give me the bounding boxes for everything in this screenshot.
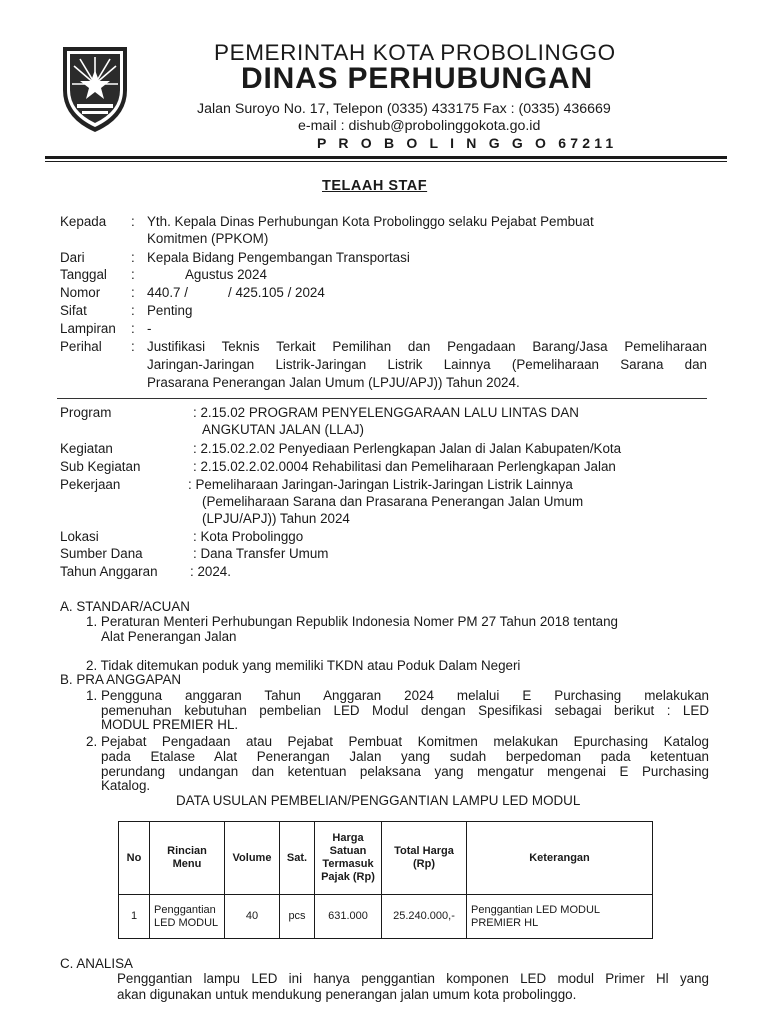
header-no: No bbox=[119, 822, 150, 895]
section-c-line1: Penggantian lampu LED ini hanya penggantian komponen LED modul Primer Hl yang bbox=[117, 971, 709, 986]
section-b-item2-line1: Pejabat Pengadaan atau Pejabat Pembuat Komitmen melakukan Epurchasing Katalog bbox=[101, 734, 709, 749]
tanggal-label: Tanggal bbox=[60, 267, 107, 282]
pekerjaan-line3: (LPJU/APJ)) Tahun 2024 bbox=[202, 511, 350, 526]
cell-rincian: Penggantian LED MODUL bbox=[150, 895, 225, 939]
section-a-item1-line1: 1. Peraturan Menteri Perhubungan Republik Indonesia Nomer PM 27 Tahun 2018 tentang bbox=[86, 614, 619, 629]
pekerjaan-line1: : Pemeliharaan Jaringan-Jaringan Listrik-Jaringan Listrik Lainnya bbox=[188, 477, 573, 492]
sifat-colon: : bbox=[131, 303, 135, 318]
tanggal-colon: : bbox=[131, 267, 135, 282]
section-a-heading: A. STANDAR/ACUAN bbox=[60, 599, 190, 614]
letterhead-rule-thick bbox=[45, 156, 727, 159]
header-rincian: Rincian Menu bbox=[150, 822, 225, 895]
cell-satuan: pcs bbox=[280, 895, 315, 939]
kepada-colon: : bbox=[131, 214, 135, 229]
program-line2: ANGKUTAN JALAN (LLAJ) bbox=[202, 422, 364, 437]
section-a-item2: 2. Tidak ditemukan poduk yang memiliki TKDN atau Poduk Dalam Negeri bbox=[86, 658, 521, 673]
nomor-label: Nomor bbox=[60, 285, 101, 300]
nomor-suffix: / 425.105 / 2024 bbox=[228, 285, 325, 300]
section-b-item2-line3: perundang undangan dan ketentuan pelaksana yang mengatur mengenai E Purchasing bbox=[101, 764, 709, 779]
kegiatan-label: Kegiatan bbox=[60, 441, 113, 456]
header-volume: Volume bbox=[225, 822, 280, 895]
section-b-heading: B. PRA ANGGAPAN bbox=[60, 672, 182, 687]
pekerjaan-line2: (Pemeliharaan Sarana dan Prasarana Penerangan Jalan Umum bbox=[202, 494, 584, 509]
dari-colon: : bbox=[131, 250, 135, 265]
nomor-colon: : bbox=[131, 285, 135, 300]
cell-keterangan: Penggantian LED MODUL PREMIER HL bbox=[467, 895, 653, 939]
perihal-line1: Justifikasi Teknis Terkait Pemilihan dan Pengadaan Barang/Jasa Pemeliharaan bbox=[147, 339, 707, 354]
pekerjaan-label: Pekerjaan bbox=[60, 477, 121, 492]
lamp-table bbox=[118, 821, 653, 939]
city-emblem-icon bbox=[60, 44, 130, 134]
kepada-line1: Yth. Kepala Dinas Perhubungan Kota Probolinggo selaku Pejabat Pembuat bbox=[147, 214, 594, 229]
program-label: Program bbox=[60, 405, 112, 420]
program-line1: : 2.15.02 PROGRAM PENYELENGGARAAN LALU LINTAS DAN bbox=[193, 405, 579, 420]
section-b-item1-line1: Pengguna anggaran Tahun Anggaran 2024 melalui E Purchasing melakukan bbox=[101, 688, 709, 703]
lokasi-value: : Kota Probolinggo bbox=[193, 529, 304, 544]
section-b-item1-line3: MODUL PREMIER HL. bbox=[101, 717, 239, 732]
table-row bbox=[119, 895, 653, 939]
kepada-line2: Komitmen (PPKOM) bbox=[147, 231, 269, 246]
cell-total-harga: 25.240.000,- bbox=[382, 895, 467, 939]
sumber-dana-value: : Dana Transfer Umum bbox=[193, 546, 329, 561]
lokasi-label: Lokasi bbox=[60, 529, 99, 544]
section-b-item1-number: 1. bbox=[86, 688, 98, 703]
cell-volume: 40 bbox=[225, 895, 280, 939]
table-caption: DATA USULAN PEMBELIAN/PENGGANTIAN LAMPU LED MODUL bbox=[176, 793, 581, 808]
section-b-item2-line4: Katalog. bbox=[101, 778, 151, 793]
tanggal-value: Agustus 2024 bbox=[185, 267, 267, 282]
header-keterangan: Keterangan bbox=[467, 822, 653, 895]
letterhead-address: Jalan Suroyo No. 17, Telepon (0335) 433175 Fax : (0335) 436669 bbox=[197, 101, 611, 117]
cell-harga-satuan: 631.000 bbox=[315, 895, 382, 939]
perihal-line2: Jaringan-Jaringan Listrik-Jaringan Listrik Lainnya (Pemeliharaan Sarana dan bbox=[147, 357, 707, 372]
section-c-line2: akan digunakan untuk mendukung penerangan jalan umum kota probolinggo. bbox=[117, 987, 577, 1002]
letterhead-city: P R O B O L I N G G O 67211 bbox=[317, 135, 618, 151]
section-a-item1-line2: Alat Penerangan Jalan bbox=[101, 629, 237, 644]
section-b-item2-number: 2. bbox=[86, 734, 98, 749]
document-title: TELAAH STAF bbox=[322, 178, 428, 194]
letterhead-agency: DINAS PERHUBUNGAN bbox=[241, 62, 593, 95]
sumber-dana-label: Sumber Dana bbox=[60, 546, 143, 561]
cell-no: 1 bbox=[119, 895, 150, 939]
letterhead-rule-thin bbox=[45, 161, 727, 162]
header-harga-satuan: Harga Satuan Termasuk Pajak (Rp) bbox=[315, 822, 382, 895]
section-b-item2-line2: pada Etalase Alat Penerangan Jalan yang sudah berpedoman pada ketentuan bbox=[101, 749, 709, 764]
sifat-value: Penting bbox=[147, 303, 193, 318]
sub-kegiatan-value: : 2.15.02.2.02.0004 Rehabilitasi dan Pemeliharaan Perlengkapan Jalan bbox=[193, 459, 616, 474]
lampiran-label: Lampiran bbox=[60, 321, 116, 336]
header-satuan: Sat. bbox=[280, 822, 315, 895]
section-divider bbox=[57, 398, 707, 399]
tahun-anggaran-label: Tahun Anggaran bbox=[60, 564, 158, 579]
lampiran-value: - bbox=[147, 321, 152, 336]
dari-value: Kepala Bidang Pengembangan Transportasi bbox=[147, 250, 410, 265]
lampiran-colon: : bbox=[131, 321, 135, 336]
nomor-prefix: 440.7 / bbox=[147, 285, 188, 300]
kegiatan-value: : 2.15.02.2.02 Penyediaan Perlengkapan Jalan di Jalan Kabupaten/Kota bbox=[193, 441, 622, 456]
perihal-colon: : bbox=[131, 339, 135, 354]
header-total-harga: Total Harga (Rp) bbox=[382, 822, 467, 895]
sub-kegiatan-label: Sub Kegiatan bbox=[60, 459, 141, 474]
dari-label: Dari bbox=[60, 250, 85, 265]
perihal-label: Perihal bbox=[60, 339, 102, 354]
letterhead-email: e-mail : dishub@probolinggokota.go.id bbox=[298, 118, 541, 134]
tahun-anggaran-value: : 2024. bbox=[190, 564, 231, 579]
sifat-label: Sifat bbox=[60, 303, 87, 318]
section-b-item1-line2: pemenuhan kebutuhan pembelian LED Modul dengan Spesifikasi sebagai berikut : LED bbox=[101, 703, 709, 718]
perihal-line3: Prasarana Penerangan Jalan Umum (LPJU/APJ)) Tahun 2024. bbox=[147, 375, 520, 390]
letterhead-government: PEMERINTAH KOTA PROBOLINGGO bbox=[214, 40, 616, 65]
section-c-heading: C. ANALISA bbox=[60, 956, 133, 971]
table-header-row bbox=[119, 822, 653, 895]
kepada-label: Kepada bbox=[60, 214, 107, 229]
